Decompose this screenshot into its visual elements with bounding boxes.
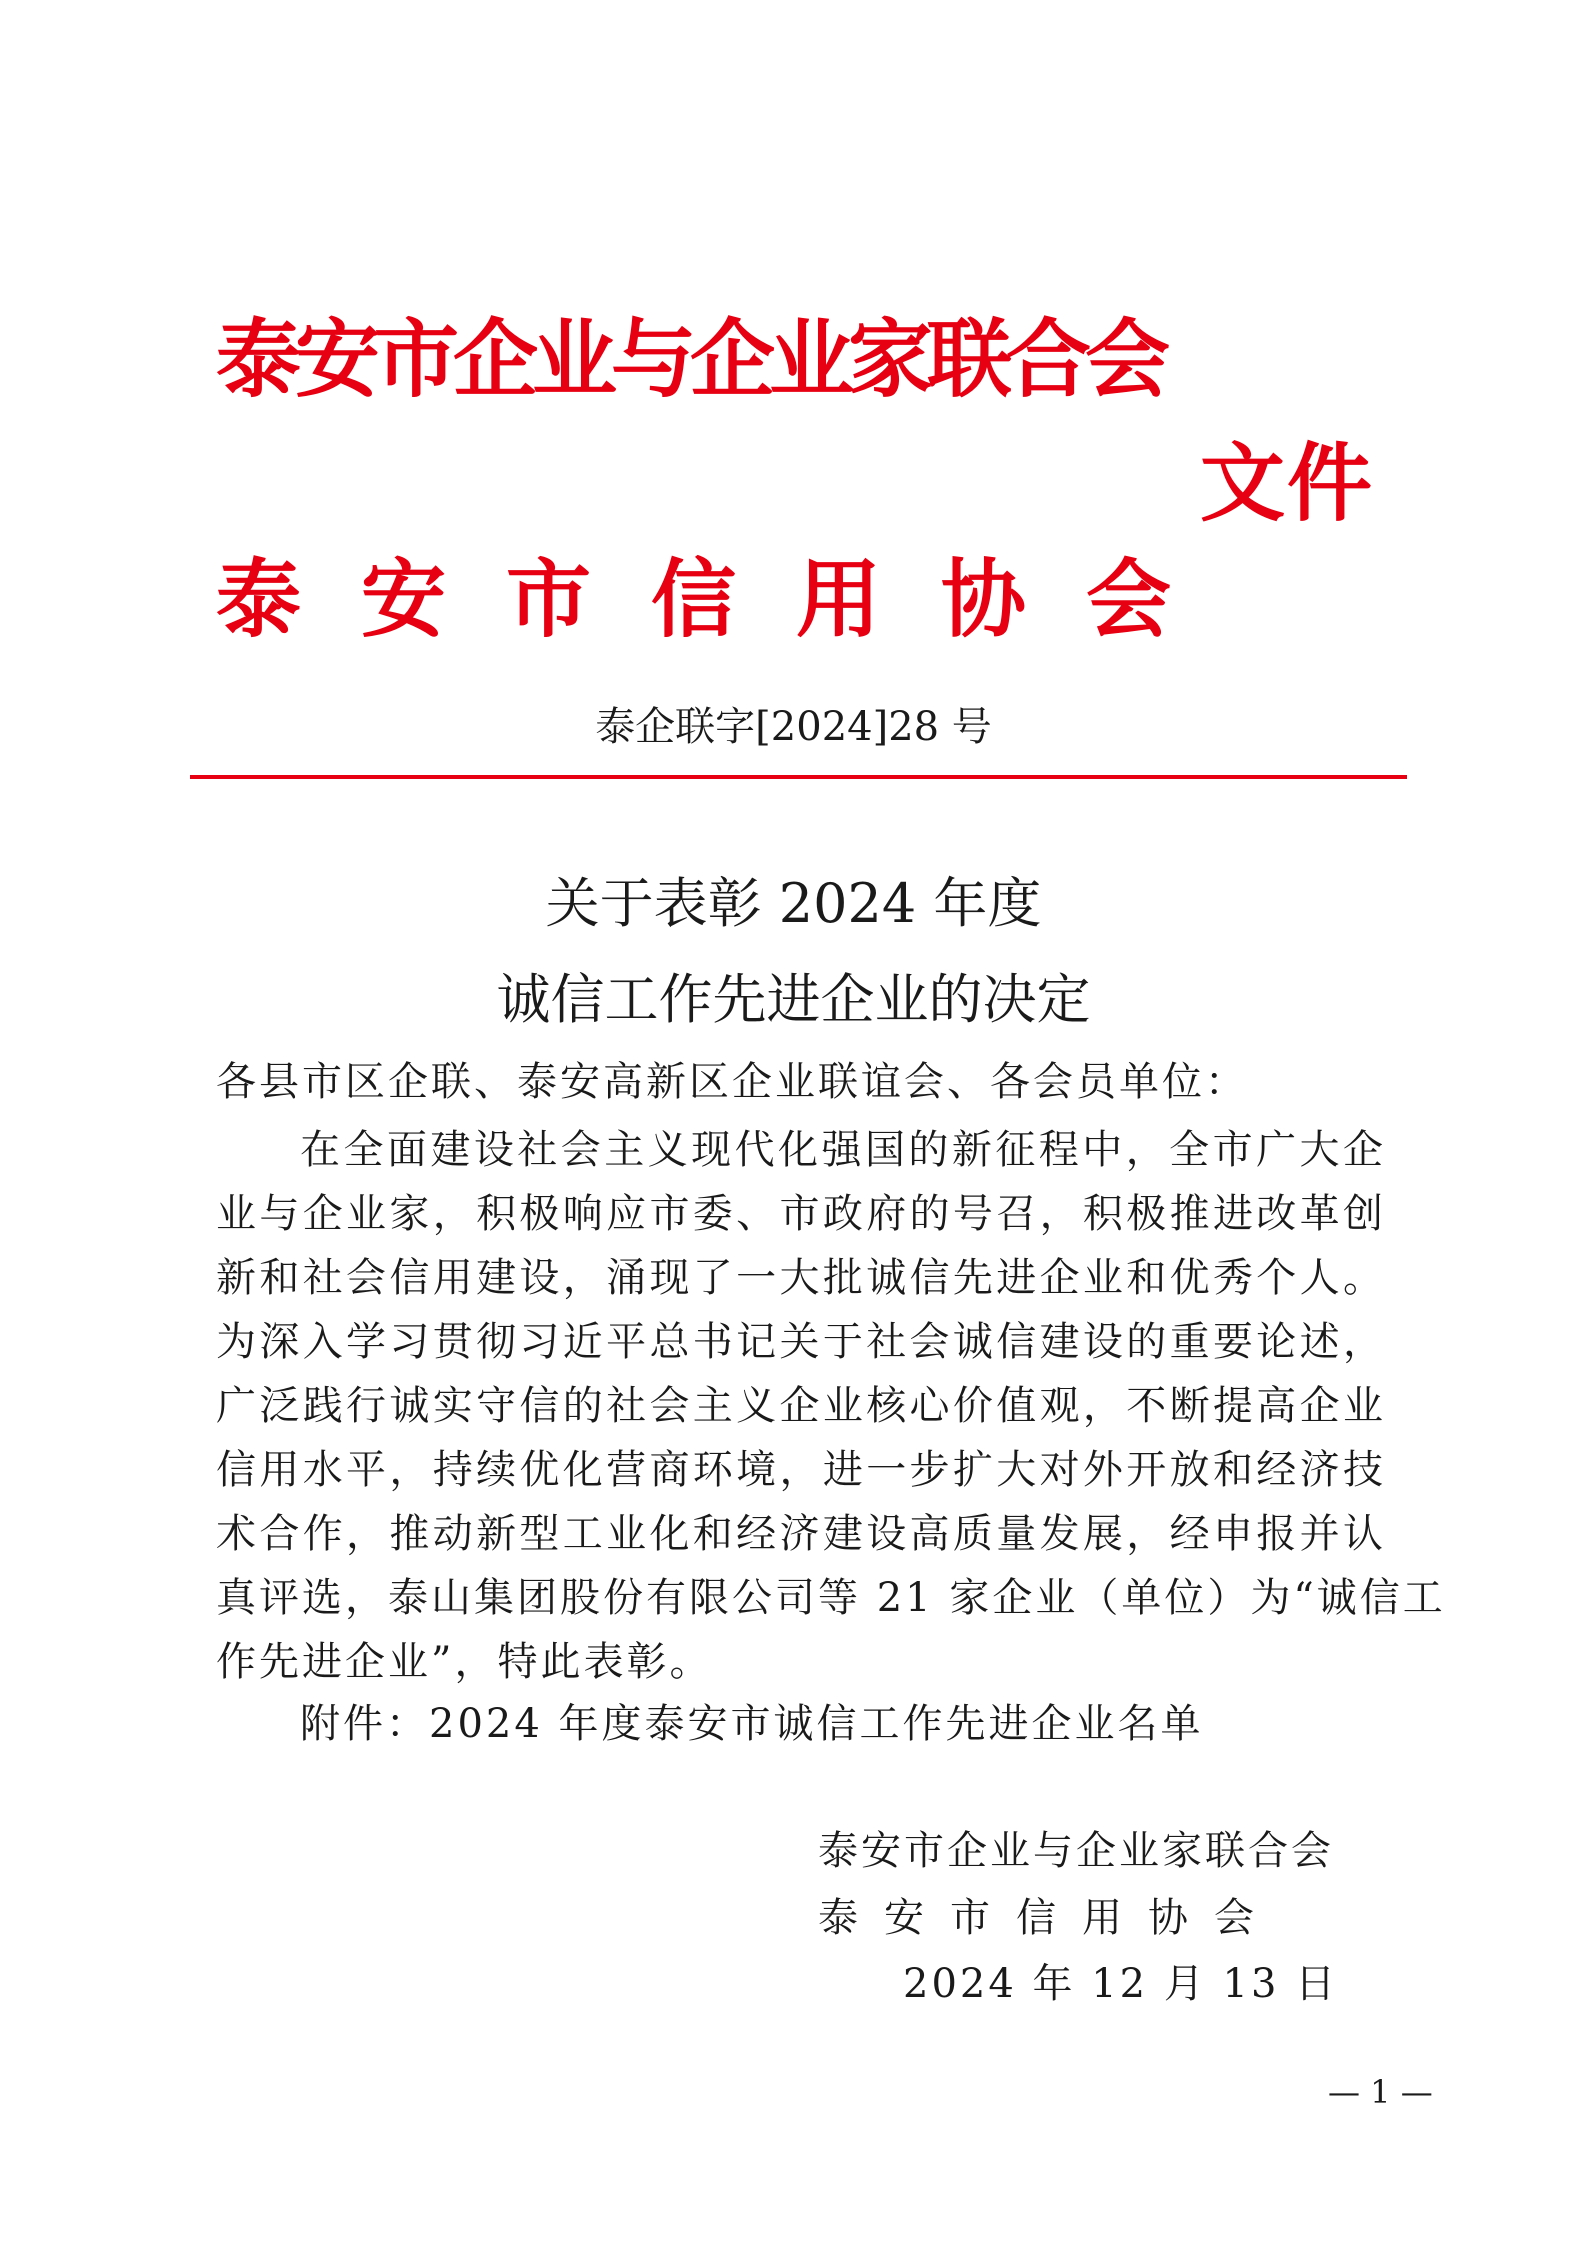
paragraph-line: 真评选，泰山集团股份有限公司等 21 家企业（单位）为“诚信工 (216, 1575, 1446, 1621)
page-number: — 1 — (1328, 2073, 1433, 2111)
document-title-line-2: 诚信工作先进企业的决定 (496, 968, 1091, 1031)
header-org-name-2: 泰安市信用协会 (216, 550, 1232, 650)
paragraph-line: 新和社会信用建设，涌现了一大批诚信先进企业和优秀个人。 (216, 1255, 1386, 1301)
salutation: 各县市区企联、泰安高新区企业联谊会、各会员单位： (216, 1059, 1248, 1105)
header-org-name-1: 泰安市企业与企业家联合会 (216, 310, 1165, 410)
signature-date: 2024 年 12 月 13 日 (903, 1961, 1339, 2007)
attachment-note: 附件：2024 年度泰安市诚信工作先进企业名单 (300, 1701, 1204, 1747)
header-doc-type: 文件 (1200, 434, 1375, 534)
document-title-line-1: 关于表彰 2024 年度 (545, 872, 1042, 935)
paragraph-line: 术合作，推动新型工业化和经济建设高质量发展，经申报并认 (216, 1511, 1386, 1557)
body-paragraph (216, 1118, 1446, 1694)
signature-org-2: 泰安市信用协会 (818, 1895, 1280, 1941)
paragraph-line: 广泛践行诚实守信的社会主义企业核心价值观，不断提高企业 (216, 1383, 1386, 1429)
paragraph-line: 为深入学习贯彻习近平总书记关于社会诚信建设的重要论述， (216, 1319, 1386, 1365)
paragraph-line: 作先进企业”，特此表彰。 (216, 1639, 713, 1685)
paragraph-line: 业与企业家，积极响应市委、市政府的号召，积极推进改革创 (216, 1191, 1386, 1237)
signature-org-1: 泰安市企业与企业家联合会 (818, 1828, 1334, 1874)
paragraph-line: 在全面建设社会主义现代化强国的新征程中，全市广大企 (300, 1127, 1386, 1173)
document-number: 泰企联字[2024]28 号 (595, 704, 992, 750)
red-divider-line (190, 775, 1407, 779)
paragraph-line: 信用水平，持续优化营商环境，进一步扩大对外开放和经济技 (216, 1447, 1386, 1493)
